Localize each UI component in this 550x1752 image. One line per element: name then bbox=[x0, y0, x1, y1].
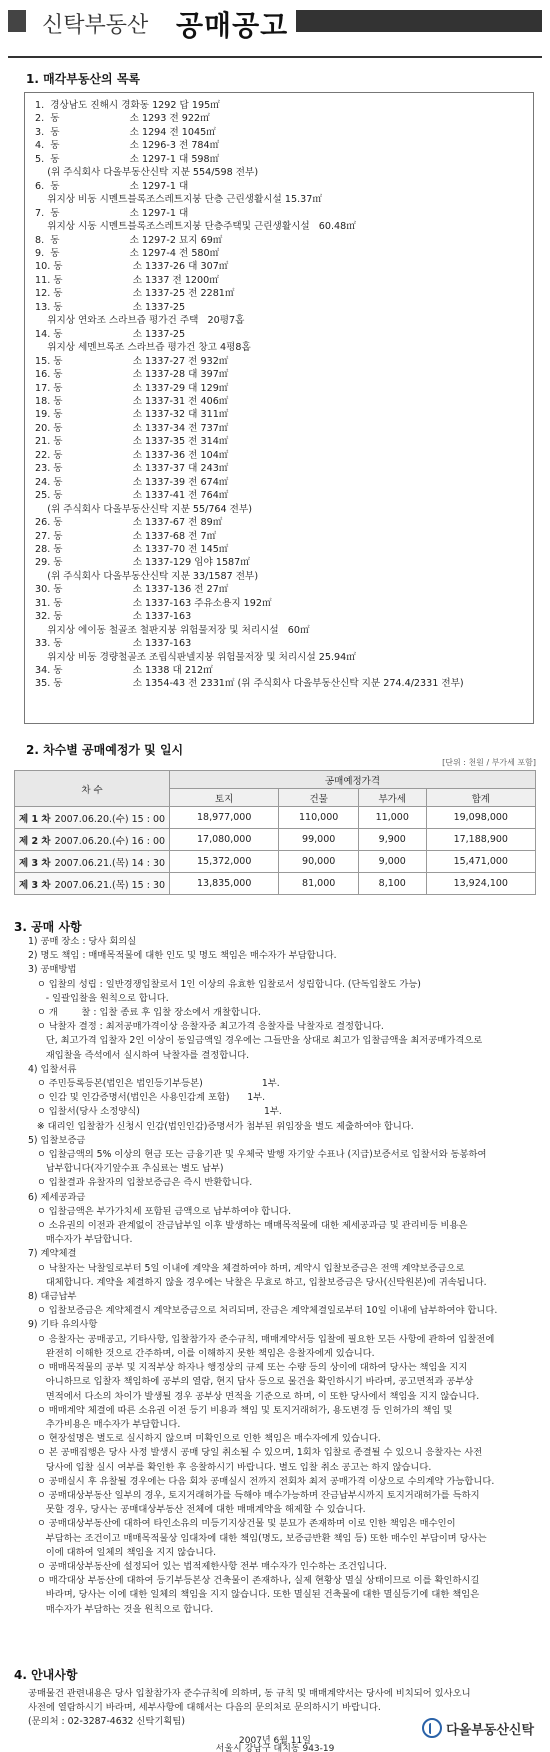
header-right-decoration bbox=[282, 10, 542, 32]
header-round: 차 수 bbox=[15, 771, 170, 807]
round-label: 제 3 차 bbox=[19, 879, 51, 891]
property-line: 20. 동 소 1337-34 전 737㎡ bbox=[35, 422, 229, 434]
logo-text: 다올부동산신탁 bbox=[446, 1722, 534, 1738]
property-line: 26. 동 소 1337-67 전 89㎡ bbox=[35, 517, 223, 529]
header-left-decoration bbox=[8, 10, 26, 32]
property-line: 24. 동 소 1337-39 전 674㎡ bbox=[35, 476, 229, 488]
round-label: 제 1 차 bbox=[19, 813, 51, 825]
property-line: 7. 동 소 1297-1 대 bbox=[35, 207, 189, 219]
round-cell bbox=[15, 829, 170, 851]
round-date: 2007.06.21.(목) 14 : 30 bbox=[54, 857, 166, 869]
notice-line: ㅇ 공매실시 후 유찰될 경우에는 다음 회차 공매실시 전까지 전회차 최저 공매가격 이상으로 수의계약 가능합니다. bbox=[28, 1475, 495, 1487]
info-line: (문의처 : 02-3287-4632 신탁기획팀) bbox=[28, 1716, 185, 1728]
property-line: 위지상 에이동 철골조 철판지붕 위험물저장 및 처리시설 60㎡ bbox=[35, 624, 310, 636]
notice-line: 바라며, 당사는 이에 대한 일체의 책임을 지지 않습니다. 또한 멸실된 건축물에 대한 멸실등기에 대한 책임은 bbox=[28, 1589, 480, 1601]
property-line: 위지상 비동 시멘트블록조스레트지붕 단층 근린생활시설 15.37㎡ bbox=[35, 194, 322, 206]
round-cell bbox=[15, 873, 170, 895]
company-logo bbox=[422, 1718, 534, 1738]
property-line: 2. 동 소 1293 전 922㎡ bbox=[35, 113, 210, 125]
info-line: 사전에 열람하시기 바라며, 세부사항에 대해서는 다음의 문의처로 문의하시기 바랍니다. bbox=[28, 1702, 381, 1714]
section2-title: 2. 차수별 공매예정가 및 일시 bbox=[26, 743, 184, 757]
notice-line: - 일괄입찰을 원칙으로 합니다. bbox=[28, 992, 169, 1004]
property-line: 위지상 세멘브록조 스라브즙 평가건 창고 4평8홉 bbox=[35, 342, 251, 354]
notice-line: ※ 대리인 입찰참가 신청시 인감(법인인감)증명서가 첨부된 위임장을 별도 제출하여야 합니다. bbox=[28, 1120, 414, 1132]
property-line: 19. 동 소 1337-32 대 311㎡ bbox=[35, 409, 229, 421]
notice-line: 추가비용은 매수자가 부담합니다. bbox=[28, 1418, 181, 1430]
notice-line: ㅇ 매각대상 부동산에 대하여 등기부등본상 건축물이 존재하나, 실제 현황상 멸실 상태이므로 이를 확인하시길 bbox=[28, 1575, 480, 1587]
property-line: 29. 동 소 1337-129 임야 1587㎡ bbox=[35, 557, 250, 569]
table-row bbox=[15, 851, 536, 873]
property-list bbox=[24, 92, 534, 724]
price-cell: 81,000 bbox=[279, 873, 359, 895]
property-line: (위 주식회사 다올부동산신탁 지분 55/764 전부) bbox=[35, 503, 252, 515]
price-cell: 110,000 bbox=[279, 807, 359, 829]
column-header: 건물 bbox=[279, 789, 359, 807]
section3 bbox=[14, 918, 544, 1617]
price-cell: 13,835,000 bbox=[170, 873, 279, 895]
round-cell bbox=[15, 807, 170, 829]
property-line: 28. 동 소 1337-70 전 145㎡ bbox=[35, 543, 229, 555]
notice-line: 매수자가 부담합니다. bbox=[28, 1234, 133, 1246]
notice-line: ㅇ 공매대상부동산에 설정되어 있는 법적제한사항 전부 매수자가 인수하는 조건입니다. bbox=[28, 1560, 387, 1572]
logo-icon bbox=[422, 1718, 442, 1738]
property-line: 14. 동 소 1337-25 bbox=[35, 328, 186, 340]
property-line: 8. 동 소 1297-2 묘지 69㎡ bbox=[35, 234, 223, 246]
property-line: 21. 동 소 1337-35 전 314㎡ bbox=[35, 436, 229, 448]
round-label: 제 3 차 bbox=[19, 857, 51, 869]
price-cell: 18,977,000 bbox=[170, 807, 279, 829]
notice-line: 7) 계약체결 bbox=[28, 1248, 77, 1260]
property-line: 위지상 비동 경량철골조 조립식판넬지붕 위험물저장 및 처리시설 25.94㎡ bbox=[35, 651, 356, 663]
section3-title: 3. 공매 사항 bbox=[14, 920, 82, 934]
footer-date: 2007년 6월 11일 bbox=[239, 1736, 311, 1746]
header-title-light: 신탁부동산 bbox=[36, 8, 154, 39]
notice-line: ㅇ 소유권의 이전과 관계없이 잔금납부일 이후 발생하는 매매목적물에 대한 제세공과금 및 관리비등 비용은 bbox=[28, 1220, 468, 1232]
notice-line: ㅇ 낙찰자는 낙찰일로부터 5일 이내에 계약을 체결하여야 하며, 계약시 입찰보증금은 전액 계약보증금으로 bbox=[28, 1262, 465, 1274]
property-line: 30. 동 소 1337-136 전 27㎡ bbox=[35, 584, 229, 596]
notice-line: 당사에 입찰 실시 여부를 확인한 후 응찰하시기 바랍니다. 별도 입찰 취소 공고는 하지 않습니다. bbox=[28, 1461, 432, 1473]
column-header: 합계 bbox=[426, 789, 535, 807]
price-cell: 19,098,000 bbox=[426, 807, 535, 829]
section3-body bbox=[14, 935, 544, 1617]
property-line: 6. 동 소 1297-1 대 bbox=[35, 180, 189, 192]
property-line: 13. 동 소 1337-25 bbox=[35, 301, 186, 313]
property-line: 22. 동 소 1337-36 전 104㎡ bbox=[35, 449, 229, 461]
property-line: 23. 동 소 1337-37 대 243㎡ bbox=[35, 463, 229, 475]
property-line: 1. 경상남도 진해시 경화동 1292 답 195㎡ bbox=[35, 100, 220, 111]
price-cell: 9,000 bbox=[358, 851, 426, 873]
property-line: 32. 동 소 1337-163 bbox=[35, 611, 192, 623]
property-line: 11. 동 소 1337 전 1200㎡ bbox=[35, 274, 219, 286]
price-cell: 13,924,100 bbox=[426, 873, 535, 895]
notice-line: ㅇ 매매계약 체결에 따른 소유권 이전 등기 비용과 책임 및 토지거래허가, 용도변경 등 인허가의 책임 및 bbox=[28, 1404, 453, 1416]
property-line: 15. 동 소 1337-27 전 932㎡ bbox=[35, 355, 229, 367]
property-line: 35. 동 소 1354-43 전 2331㎡ (위 주식회사 다올부동산신탁 지분 274.4/2331 전부) bbox=[35, 678, 464, 690]
notice-line: 대체합니다. 계약을 체결하지 않을 경우에는 낙찰은 무효로 하고, 입찰보증금은 당사(신탁원본)에 귀속됩니다. bbox=[28, 1276, 487, 1288]
header-price-group: 공매예정가격 bbox=[170, 771, 536, 789]
price-cell: 15,471,000 bbox=[426, 851, 535, 873]
notice-line: 8) 대금납부 bbox=[28, 1291, 77, 1303]
notice-line: 단, 최고가격 입찰자 2인 이상이 동일금액일 경우에는 그들만을 상대로 최고가 입찰금액을 최저공매가격으로 bbox=[28, 1035, 483, 1047]
property-line: (위 주식회사 다올부동산신탁 지분 33/1587 전부) bbox=[35, 570, 259, 582]
round-cell bbox=[15, 851, 170, 873]
table-row bbox=[15, 807, 536, 829]
price-table bbox=[14, 770, 536, 895]
property-line: 27. 동 소 1337-68 전 7㎡ bbox=[35, 530, 217, 542]
notice-line: 완전히 이해한 것으로 간주하며, 이를 이해하지 못한 책임은 응찰자에게 있습니다. bbox=[28, 1347, 375, 1359]
price-cell: 11,000 bbox=[358, 807, 426, 829]
property-line: 위지상 연와조 스라브즙 평가건 주택 20평7홉 bbox=[35, 315, 245, 327]
notice-line: 부담하는 조건이고 매매목적물상 임대차에 대한 책임(명도, 보증금반환 책임 등) 또한 매수인 부담이며 당사는 bbox=[28, 1532, 487, 1544]
notice-line: ㅇ 주민등록등본(법인은 법인등기부등본) 1부. bbox=[28, 1078, 280, 1090]
notice-line: 5) 입찰보증금 bbox=[28, 1134, 86, 1146]
table-row bbox=[15, 873, 536, 895]
notice-line: ㅇ 입찰결과 유찰자의 입찰보증금은 즉시 반환합니다. bbox=[28, 1177, 253, 1189]
round-date: 2007.06.20.(수) 16 : 00 bbox=[54, 835, 166, 847]
section1-title: 1. 매각부동산의 목록 bbox=[26, 72, 141, 86]
property-line: 5. 동 소 1297-1 대 598㎡ bbox=[35, 153, 220, 165]
notice-line: ㅇ 낙찰자 결정 : 최저공매가격이상 응찰자중 최고가격 응찰자를 낙찰자로 결정합니다. bbox=[28, 1021, 384, 1033]
header bbox=[8, 0, 542, 58]
round-date: 2007.06.20.(수) 15 : 00 bbox=[54, 813, 166, 825]
notice-line: 이에 대하여 일체의 책임을 지지 않습니다. bbox=[28, 1546, 217, 1558]
notice-line: 못할 경우, 당사는 공매대상부동산 전체에 대한 매매계약을 해제할 수 있습니다. bbox=[28, 1504, 366, 1516]
property-line: 9. 동 소 1297-4 전 580㎡ bbox=[35, 247, 220, 259]
property-line: 34. 동 소 1338 대 212㎡ bbox=[35, 665, 213, 677]
unit-note: [단위 : 천원 / 부가세 포함] bbox=[442, 758, 536, 767]
notice-line: 면적에서 다소의 차이가 발생될 경우 공부상 면적을 기준으로 하며, 이 또한 당사에서 책임을 지지 않습니다. bbox=[28, 1390, 480, 1402]
property-line: 3. 동 소 1294 전 1045㎡ bbox=[35, 126, 216, 138]
notice-line: ㅇ 공매대상부동산 일부의 경우, 토지거래허가를 득해야 매수가능하며 잔금납부시까지 토지거래허가를 득하지 bbox=[28, 1489, 480, 1501]
property-line: 16. 동 소 1337-28 대 397㎡ bbox=[35, 369, 229, 381]
notice-line: 납부합니다(자기앞수표 추심료는 별도 납부) bbox=[28, 1163, 224, 1175]
notice-line: ㅇ 입찰금액은 부가가치세 포함된 금액으로 납부하여야 합니다. bbox=[28, 1205, 292, 1217]
notice-line: 4) 입찰서류 bbox=[28, 1063, 77, 1075]
price-cell: 8,100 bbox=[358, 873, 426, 895]
notice-line: ㅇ 입찰의 성립 : 일반경쟁입찰로서 1인 이상의 유효한 입찰로서 성립합니다. (단독입찰도 가능) bbox=[28, 978, 421, 990]
notice-line: ㅇ 인감 및 인감증명서(법인은 사용인감계 포함) 1부. bbox=[28, 1092, 266, 1104]
footer-address: 서울시 강남구 대치동 943-19 bbox=[215, 1744, 335, 1752]
notice-line: ㅇ 매매목적물의 공부 및 지적부상 하자나 행정상의 규제 또는 수량 등의 상이에 대하여 당사는 책임을 지지 bbox=[28, 1362, 468, 1374]
price-cell: 17,188,900 bbox=[426, 829, 535, 851]
price-cell: 15,372,000 bbox=[170, 851, 279, 873]
property-line: 17. 동 소 1337-29 대 129㎡ bbox=[35, 382, 229, 394]
property-line: 18. 동 소 1337-31 전 406㎡ bbox=[35, 395, 229, 407]
property-line: 위지상 시동 시멘트블록조스레트지붕 단층주택및 근린생활시설 60.48㎡ bbox=[35, 221, 356, 233]
notice-line: 3) 공매방법 bbox=[28, 964, 77, 976]
notice-line: ㅇ 입찰보증금은 계약체결시 계약보증금으로 처리되며, 잔금은 계약체결일로부터 10일 이내에 납부하여야 합니다. bbox=[28, 1305, 498, 1317]
notice-line: ㅇ 현장설명은 별도로 실시하지 않으며 미확인으로 인한 책임은 매수자에게 있습니다. bbox=[28, 1433, 381, 1445]
property-line: 12. 동 소 1337-25 전 2281㎡ bbox=[35, 288, 235, 300]
notice-line: ㅇ 응찰자는 공매공고, 기타사항, 입찰참가자 준수규칙, 매매계약서등 입찰에 필요한 모든 사항에 관하여 입찰전에 bbox=[28, 1333, 495, 1345]
round-label: 제 2 차 bbox=[19, 835, 51, 847]
notice-line: ㅇ 본 공매집행은 당사 사정 발생시 공매 당일 취소될 수 있으며, 1회차 입찰로 종결될 수 있으니 응찰자는 사전 bbox=[28, 1447, 483, 1459]
price-cell: 17,080,000 bbox=[170, 829, 279, 851]
notice-line: ㅇ 공매대상부동산에 대하여 타인소유의 미등기지상건물 및 분묘가 존재하며 이로 인한 책임은 매수인이 bbox=[28, 1518, 456, 1530]
table-row bbox=[15, 829, 536, 851]
notice-line: 재입찰을 즉석에서 실시하여 낙찰자를 결정합니다. bbox=[28, 1049, 250, 1061]
notice-line: 2) 명도 책임 : 매매목적물에 대한 인도 및 명도 책임은 매수자가 부담합니다. bbox=[28, 950, 337, 962]
property-line: 10. 동 소 1337-26 대 307㎡ bbox=[35, 261, 229, 273]
notice-line: ㅇ 개 찰 : 입찰 종료 후 입찰 장소에서 개찰합니다. bbox=[28, 1007, 261, 1019]
info-line: 공매물건 관련내용은 당사 입찰참가자 준수규칙에 의하며, 동 규칙 및 매매계약서는 당사에 비치되어 있사오니 bbox=[28, 1688, 471, 1699]
notice-line: ㅇ 입찰금액의 5% 이상의 현금 또는 금융기관 및 우체국 발행 자기앞 수표나 (지급)보증서로 입찰서와 동봉하여 bbox=[28, 1149, 487, 1161]
notice-line: 9) 기타 유의사항 bbox=[28, 1319, 98, 1331]
property-line: (위 주식회사 다올부동산신탁 지분 554/598 전부) bbox=[35, 167, 259, 179]
property-line: 4. 동 소 1296-3 전 784㎡ bbox=[35, 140, 220, 152]
price-cell: 99,000 bbox=[279, 829, 359, 851]
round-date: 2007.06.21.(목) 15 : 30 bbox=[54, 879, 166, 891]
column-header: 부가세 bbox=[358, 789, 426, 807]
price-cell: 9,900 bbox=[358, 829, 426, 851]
property-line: 25. 동 소 1337-41 전 764㎡ bbox=[35, 490, 229, 502]
property-line: 31. 동 소 1337-163 주유소용지 192㎡ bbox=[35, 597, 272, 609]
price-cell: 90,000 bbox=[279, 851, 359, 873]
notice-line: 아니하므로 입찰자 책임하에 공부의 열람, 현지 답사 등으로 물건을 확인하시기 바라며, 공고면적과 공부상 bbox=[28, 1376, 474, 1388]
notice-line: 1) 공매 장소 : 당사 회의실 bbox=[28, 936, 137, 947]
notice-line: 6) 제세공과금 bbox=[28, 1191, 86, 1203]
header-title-bold: 공매공고 bbox=[168, 4, 296, 44]
notice-line: ㅇ 입찰서(당사 소정양식) 1부. bbox=[28, 1106, 282, 1118]
notice-line: 매수자가 부담하는 것을 원칙으로 합니다. bbox=[28, 1603, 214, 1615]
property-line: 33. 동 소 1337-163 bbox=[35, 638, 192, 650]
column-header: 토지 bbox=[170, 789, 279, 807]
section4-title: 4. 안내사항 bbox=[14, 1668, 78, 1682]
